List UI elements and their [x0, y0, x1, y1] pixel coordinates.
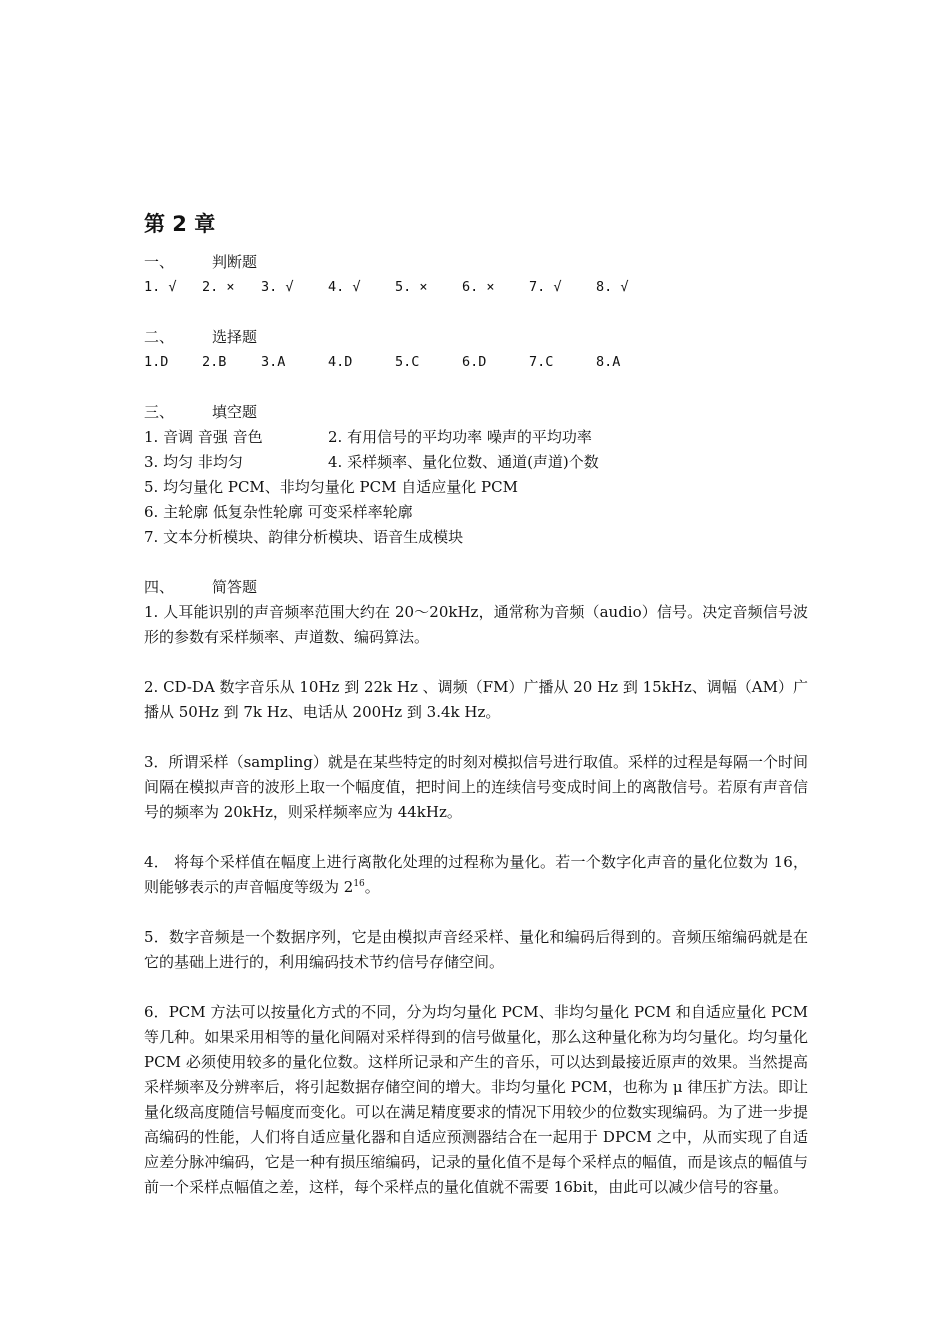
judge-answer: 4. √ [328, 279, 361, 295]
fill-answer-3: 3. 均匀 非均匀 [144, 453, 243, 471]
short-answer-2: 2. CD-DA 数字音乐从 10Hz 到 22k Hz 、调频（FM）广播从 20 Hz 到 15kHz、调幅（AM）广播从 50Hz 到 7k Hz、电话从 200Hz 到 3.4k Hz。 [144, 678, 808, 721]
section-judge-title: 判断题 [212, 253, 258, 271]
chapter-title: 第 2 章 [144, 212, 216, 236]
section-short-heading [144, 575, 808, 600]
judge-answers [144, 275, 808, 300]
short-answer-1: 1. 人耳能识别的声音频率范围大约在 20～20kHz，通常称为音频（audio）信号。决定音频信号波形的参数有采样频率、声道数、编码算法。 [144, 603, 808, 646]
fill-answer-5: 5. 均匀量化 PCM、非均匀量化 PCM 自适应量化 PCM [144, 478, 518, 496]
choice-answer: 4.D [328, 354, 353, 370]
section-choice-title: 选择题 [212, 328, 258, 346]
judge-answer: 6. × [462, 279, 495, 295]
section-short-title: 简答题 [212, 578, 258, 596]
short-answer-3: 3．所谓采样（sampling）就是在某些特定的时刻对模拟信号进行取值。采样的过程是每隔一个时间间隔在模拟声音的波形上取一个幅度值，把时间上的连续信号变成时间上的离散信号。若原有声音信号的频率为 20kHz，则采样频率应为 44kHz。 [144, 753, 808, 821]
fill-answer-2: 2. 有用信号的平均功率 噪声的平均功率 [328, 428, 592, 446]
short-answer-4-end: 。 [364, 878, 380, 896]
fill-answer-7: 7. 文本分析模块、韵律分析模块、语音生成模块 [144, 528, 464, 546]
spacer [144, 725, 808, 750]
choice-answer: 3.A [261, 354, 286, 370]
short-answer-5: 5．数字音频是一个数据序列，它是由模拟声音经采样、量化和编码后得到的。音频压缩编码就是在它的基础上进行的，利用编码技术节约信号存储空间。 [144, 928, 808, 971]
section-judge-number: 一、 [144, 253, 175, 271]
short-answer-4-text: 4． 将每个采样值在幅度上进行离散化处理的过程称为量化。若一个数字化声音的量化位数为 16，则能够表示的声音幅度等级为 2 [144, 853, 808, 896]
spacer [144, 975, 808, 1000]
spacer [144, 900, 808, 925]
judge-answer: 5. × [395, 279, 428, 295]
judge-answer: 7. √ [529, 279, 562, 295]
fill-row [144, 450, 808, 475]
section-choice-heading [144, 325, 808, 350]
choice-answers [144, 350, 808, 375]
short-answer-4 [144, 850, 808, 900]
spacer [144, 825, 808, 850]
short-answer-4-exponent: 16 [353, 879, 365, 889]
judge-answer: 2. × [202, 279, 235, 295]
spacer [144, 300, 808, 325]
section-fill-title: 填空题 [212, 403, 258, 421]
short-answer-6: 6．PCM 方法可以按量化方式的不同，分为均匀量化 PCM、非均匀量化 PCM 和自适应量化 PCM 等几种。如果采用相等的量化间隔对采样得到的信号做量化，那么这种量化称为均匀量化。均匀量化 PCM 必须使用较多的量化位数。这样所记录和产生的音乐，可以达到最接近原声的效果。当然提高采样频率及分辨率后，将引起数据存储空间的增大。非均匀量化 PCM，也称为 μ 律压扩方法。即让量化级高度随信号幅度而变化。可以在满足精度要求的情况下用较少的位数实现编码。为了进一步提高编码的性能，人们将自适应量化器和自适应预测器结合在一起用于 DPCM 之中，从而实现了自适应差分脉冲编码，它是一种有损压缩编码，记录的量化值不是每个采样点的幅值，而是该点的幅值与前一个采样点幅值之差，这样，每个采样点的量化值就不需要 16bit，由此可以减少信号的容量。 [144, 1003, 808, 1196]
fill-answer-1: 1. 音调 音强 音色 [144, 428, 263, 446]
judge-answer: 1. √ [144, 279, 177, 295]
section-fill-number: 三、 [144, 403, 175, 421]
section-choice-number: 二、 [144, 328, 175, 346]
judge-answer: 8. √ [596, 279, 629, 295]
choice-answer: 8.A [596, 354, 621, 370]
section-fill-heading [144, 400, 808, 425]
section-judge-heading [144, 250, 808, 275]
choice-answer: 1.D [144, 354, 169, 370]
choice-answer: 5.C [395, 354, 420, 370]
spacer [144, 550, 808, 575]
fill-row [144, 425, 808, 450]
choice-answer: 6.D [462, 354, 487, 370]
section-short-number: 四、 [144, 578, 175, 596]
spacer [144, 375, 808, 400]
judge-answer: 3. √ [261, 279, 294, 295]
fill-answer-4: 4. 采样频率、量化位数、通道(声道)个数 [328, 453, 599, 471]
choice-answer: 2.B [202, 354, 227, 370]
choice-answer: 7.C [529, 354, 554, 370]
fill-answer-6: 6. 主轮廓 低复杂性轮廓 可变采样率轮廓 [144, 503, 413, 521]
spacer [144, 650, 808, 675]
document-page [144, 210, 808, 1200]
